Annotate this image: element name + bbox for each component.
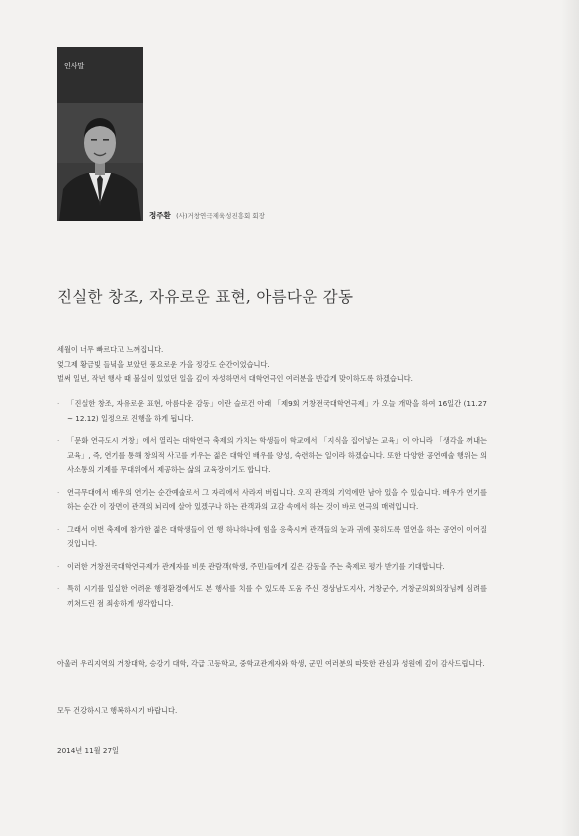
author-role: (사)거창연극제육성진흥회 회장	[176, 212, 265, 220]
list-item-text: 「진실한 창조, 자유로운 표현, 아름다운 감동」이란 슬로건 아래 「제9회 거창전국대학연극제」가 오늘 개막을 하여 16일간 (11.27 ~ 12.12) 일정으로 진행을 하게 됩니다.	[67, 399, 487, 423]
bullet-list	[57, 397, 487, 619]
bullet-dot-icon: ·	[57, 584, 60, 593]
list-item-text: 「문화 연극도시 거창」에서 열리는 대학연극 축제의 가치는 학생들이 학교에서 「지식을 집어넣는 교육」이 아니라 「생각을 꺼내는 교육」, 즉, 연기를 통해 창의적 사고를 키우는 젊은 대학인 배우를 양성, 숙련하는 일이라 하겠습니다. 또한 다양한 공연예술 행위는 의사소통의 기제를 무대위에서 제공하는 삶의 교육장이기도 합니다.	[67, 436, 487, 474]
bullet-dot-icon: ·	[57, 436, 60, 445]
intro-line: 엊그제 황금빛 들녘을 보았던 풍요로운 가을 정강도 순간이었습니다.	[57, 359, 270, 369]
closing-wish: 모두 건강하시고 행복하시기 바랍니다.	[57, 706, 178, 715]
section-tag-label: 인사말	[64, 62, 85, 70]
list-item-text: 연극무대에서 배우의 연기는 순간예술로서 그 자리에서 사라져 버립니다. 오직 관객의 기억에만 남아 있을 수 있습니다. 배우가 연기를 하는 순간 이 장면이 관객의 뇌리에 살아 있겠구나 하는 관객과의 교감 속에서 하는 것이 바로 연극의 매력입니다.	[67, 487, 487, 511]
closing-paragraph: 아울러 우리지역의 거창대학, 승강기 대학, 각급 고등학교, 중학교관계자와 학생, 군민 여러분의 따뜻한 관심과 성원에 깊이 감사드립니다.	[57, 659, 485, 668]
list-item	[57, 582, 487, 611]
author-name: 정주환	[149, 211, 171, 220]
bullet-dot-icon: ·	[57, 524, 60, 534]
section-tag	[57, 47, 143, 103]
list-item	[57, 397, 487, 426]
bullet-dot-icon: ·	[57, 487, 60, 497]
list-item	[57, 523, 487, 552]
author-caption	[149, 210, 265, 221]
list-item-text: 그래서 이번 축제에 참가한 젊은 대학생들이 언 행 하나하나에 힘을 응축시켜 관객들의 눈과 귀에 꽂히도록 열연을 하는 공연이 이어질 것입니다.	[67, 524, 487, 548]
list-item	[57, 560, 487, 575]
intro-line: 세월이 너무 빠르다고 느껴집니다.	[57, 345, 164, 354]
list-item-text: 특히 시기를 일실한 어려운 행정환경에서도 본 행사를 치를 수 있도록 도움 주신 경상남도지사, 거창군수, 거창군의회의장님께 심려를 끼쳐드린 점 죄송하게 생각합니다.	[67, 584, 487, 608]
list-item	[57, 434, 487, 478]
list-item	[57, 486, 487, 515]
bullet-dot-icon: ·	[57, 561, 60, 571]
bullet-dot-icon: ·	[57, 399, 60, 408]
author-photo	[57, 103, 143, 221]
document-date: 2014년 11월 27일	[57, 746, 119, 755]
intro-line: 벌써 일년, 작년 행사 때 불실이 있었던 일을 깊이 자성하면서 대학연극인 여러분을 반갑게 맞이하도록 하겠습니다.	[57, 374, 413, 383]
page-title: 진실한 창조, 자유로운 표현, 아름다운 감동	[57, 288, 354, 306]
list-item-text: 이러한 거창전국대학연극제가 관계자를 비롯 관람객(학생, 주민)들에게 깊은 감동을 주는 축제로 평가 받기를 기대합니다.	[67, 561, 445, 571]
intro-paragraph	[57, 343, 527, 387]
page-edge-shadow	[561, 0, 579, 836]
